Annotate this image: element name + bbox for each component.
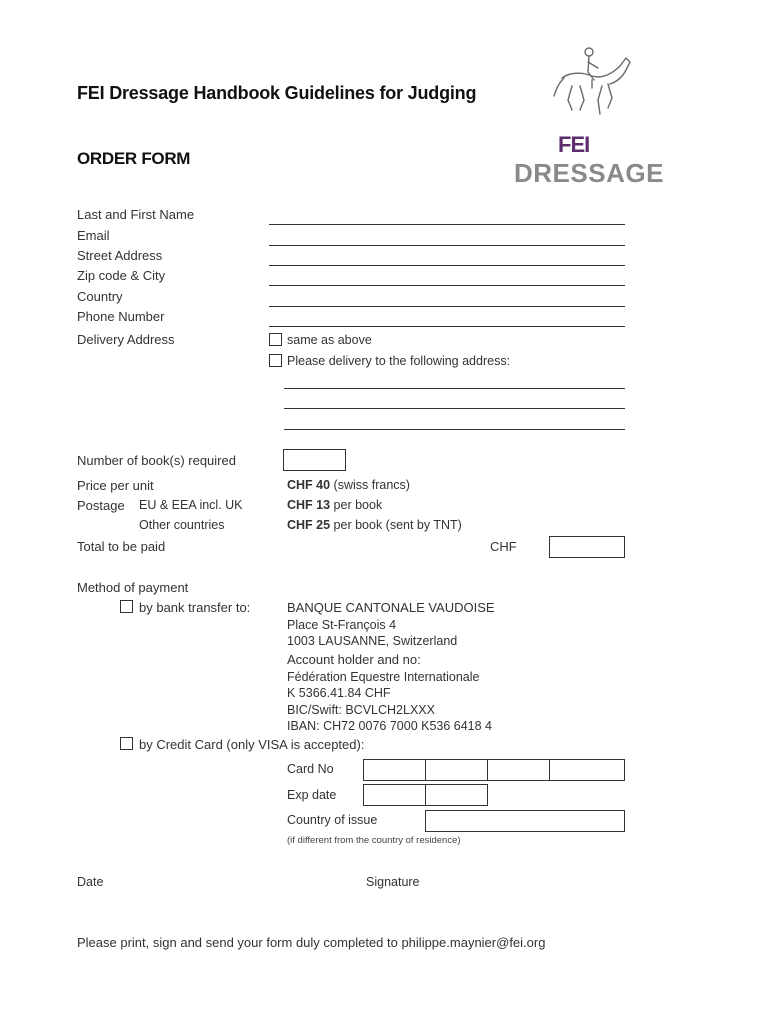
name-label: Last and First Name <box>77 207 195 222</box>
country-issue-label: Country of issue <box>287 813 378 827</box>
country-issue-field[interactable] <box>425 810 625 832</box>
exp-month-field[interactable] <box>363 784 426 806</box>
same-as-above-label: same as above <box>287 333 372 347</box>
phone-label: Phone Number <box>77 309 165 324</box>
total-input[interactable] <box>549 536 625 558</box>
delivery-label: Delivery Address <box>77 332 175 347</box>
street-field[interactable] <box>269 265 625 266</box>
exp-year-field[interactable] <box>425 784 488 806</box>
fei-logo-word: DRESSAGE <box>514 158 664 188</box>
price-value: CHF 40 (swiss francs) <box>287 478 410 492</box>
account-holder-label: Account holder and no: <box>287 652 421 667</box>
number-books-input[interactable] <box>283 449 346 471</box>
account-holder: Fédération Equestre Internationale <box>287 670 480 684</box>
exp-date-label: Exp date <box>287 788 337 802</box>
country-field[interactable] <box>269 306 625 307</box>
deliver-following-label: Please delivery to the following address: <box>287 354 511 368</box>
bank-street: Place St-François 4 <box>287 618 397 632</box>
total-label: Total to be paid <box>77 539 166 554</box>
credit-card-checkbox[interactable] <box>120 737 133 750</box>
fei-logo-mark: FEI <box>558 132 590 157</box>
number-books-label: Number of book(s) required <box>77 453 236 468</box>
bic-swift: BIC/Swift: BCVLCH2LXXX <box>287 703 435 717</box>
name-field[interactable] <box>269 224 625 225</box>
zip-city-field[interactable] <box>269 285 625 286</box>
postage-other-label: Other countries <box>139 518 225 532</box>
deliver-following-checkbox[interactable] <box>269 354 282 367</box>
card-number-field-3[interactable] <box>487 759 550 781</box>
bank-city: 1003 LAUSANNE, Switzerland <box>287 634 458 648</box>
instructions-text: Please print, sign and send your form duly completed to philippe.maynier@fei.org <box>77 935 546 950</box>
credit-card-label: by Credit Card (only VISA is accepted): <box>139 737 365 752</box>
bank-name: BANQUE CANTONALE VAUDOISE <box>287 600 495 615</box>
postage-label: Postage <box>77 498 125 513</box>
document-title: FEI Dressage Handbook Guidelines for Judging <box>77 83 477 103</box>
country-label: Country <box>77 289 123 304</box>
card-number-label: Card No <box>287 762 334 776</box>
card-number-field-1[interactable] <box>363 759 426 781</box>
postage-eu-label: EU & EEA incl. UK <box>139 498 243 512</box>
delivery-address-line-2[interactable] <box>284 408 625 409</box>
email-label: Email <box>77 228 110 243</box>
card-number-field-2[interactable] <box>425 759 488 781</box>
bank-transfer-checkbox[interactable] <box>120 600 133 613</box>
country-issue-note: (if different from the country of residence) <box>287 835 461 846</box>
payment-method-label: Method of payment <box>77 580 189 595</box>
zip-city-label: Zip code & City <box>77 268 166 283</box>
price-label: Price per unit <box>77 478 154 493</box>
form-title: ORDER FORM <box>77 149 191 168</box>
dressage-rider-logo-icon <box>548 44 640 118</box>
postage-eu-value: CHF 13 per book <box>287 498 383 512</box>
same-as-above-checkbox[interactable] <box>269 333 282 346</box>
date-label: Date <box>77 875 104 889</box>
bank-transfer-label: by bank transfer to: <box>139 600 251 615</box>
delivery-address-line-1[interactable] <box>284 388 625 389</box>
iban: IBAN: CH72 0076 7000 K536 6418 4 <box>287 719 493 733</box>
total-currency: CHF <box>490 539 517 554</box>
delivery-address-line-3[interactable] <box>284 429 625 430</box>
card-number-field-4[interactable] <box>549 759 625 781</box>
postage-other-value: CHF 25 per book (sent by TNT) <box>287 518 462 532</box>
street-label: Street Address <box>77 248 163 263</box>
phone-field[interactable] <box>269 326 625 327</box>
account-number: K 5366.41.84 CHF <box>287 686 391 700</box>
signature-label: Signature <box>366 875 420 889</box>
email-field[interactable] <box>269 245 625 246</box>
